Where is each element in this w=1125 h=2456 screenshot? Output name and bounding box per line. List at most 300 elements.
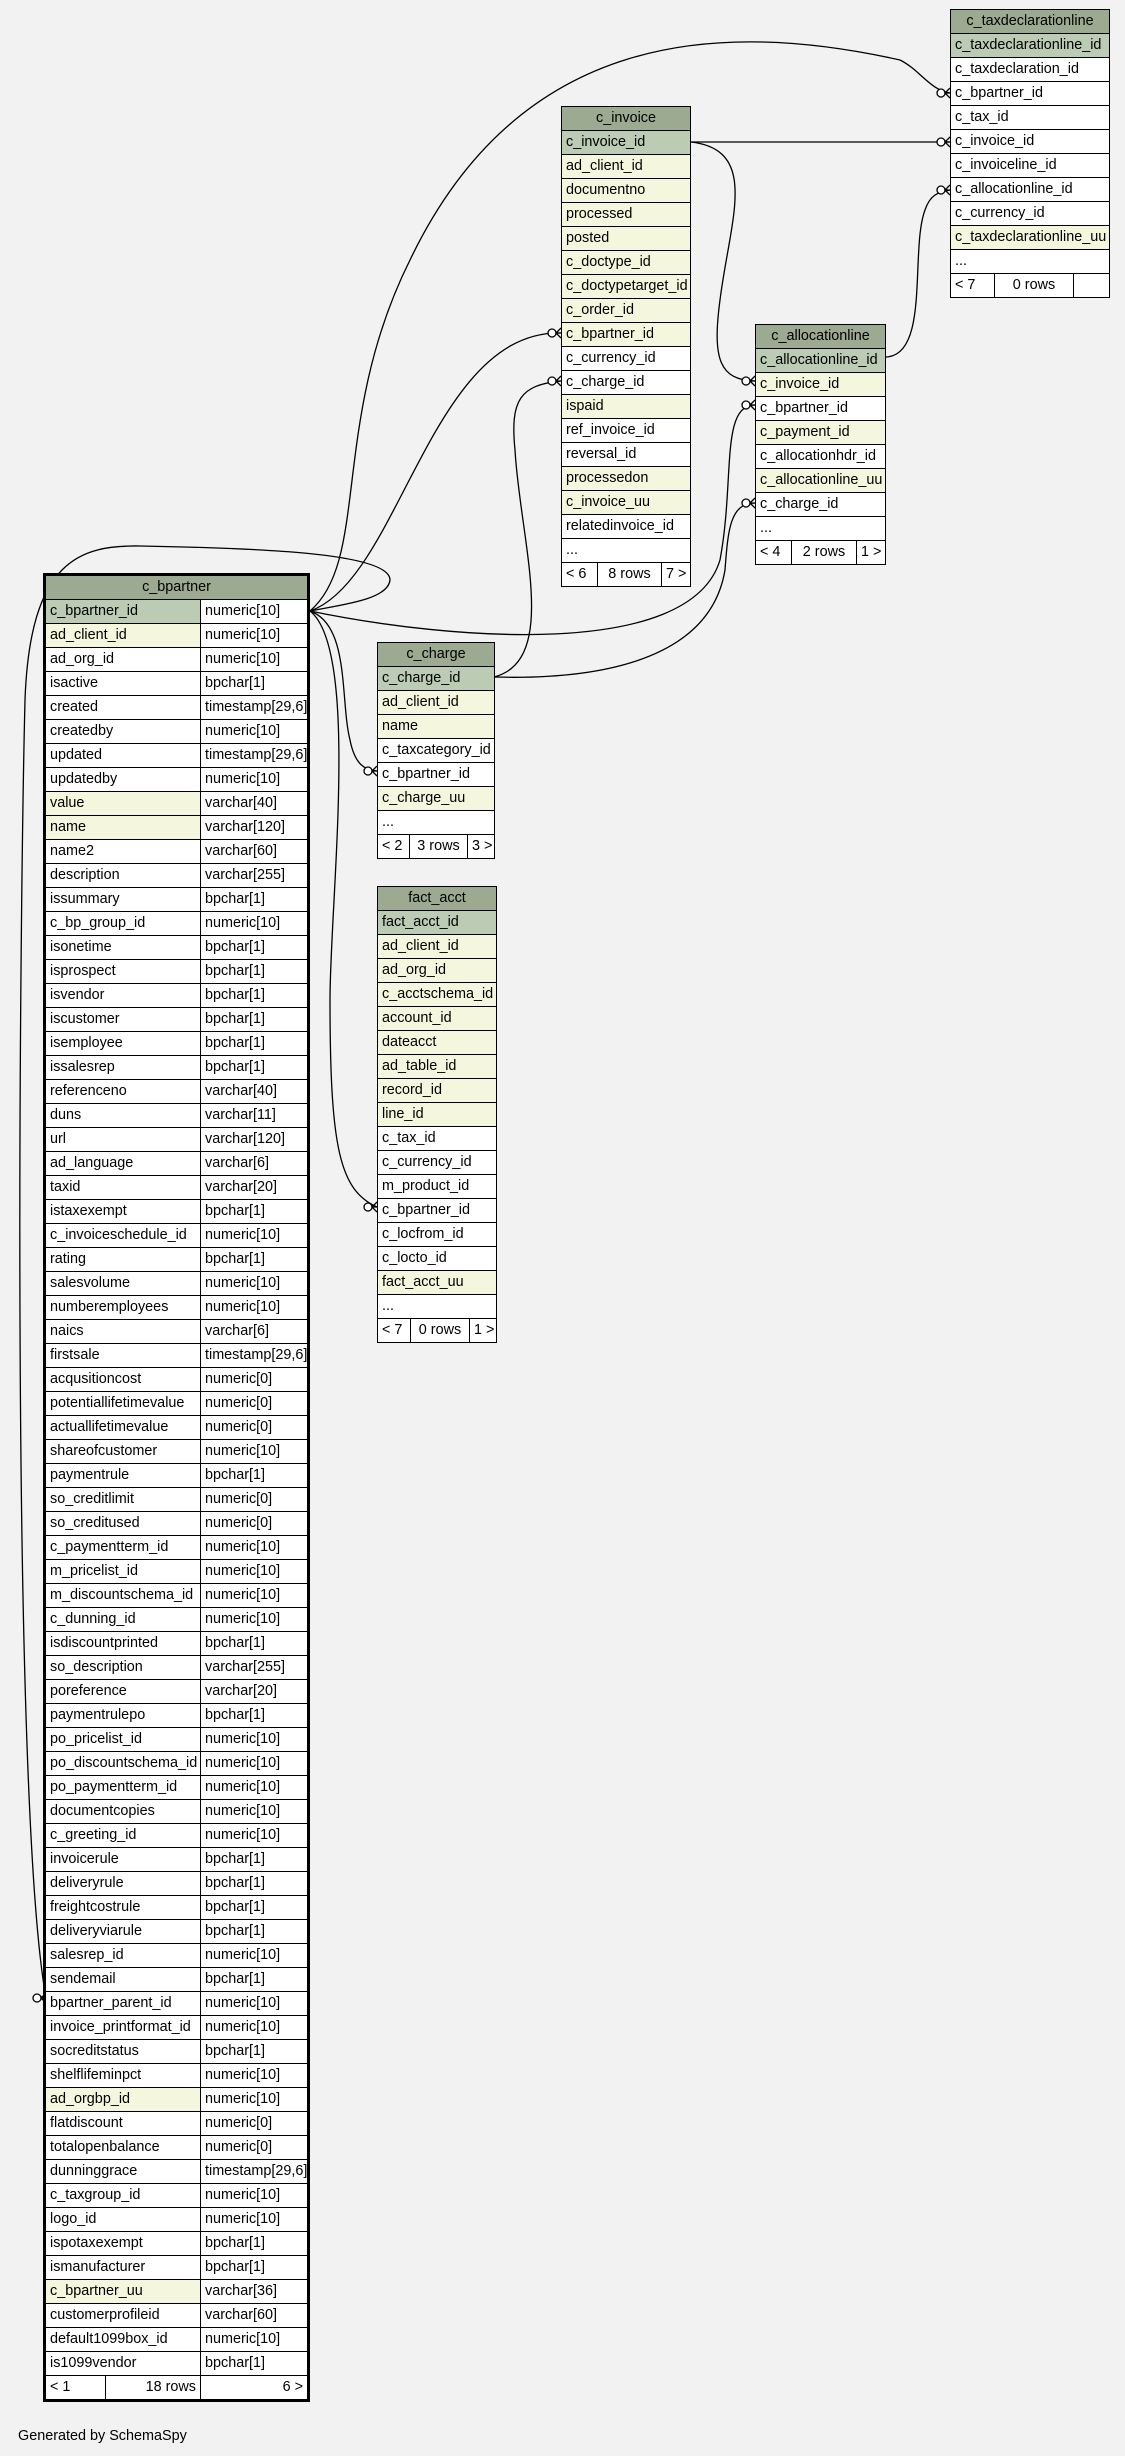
table-c_taxdeclarationline [950, 9, 1110, 298]
column-name: ad_org_id [46, 648, 201, 671]
table-header: c_bpartner [46, 576, 307, 600]
table-row [951, 250, 1109, 274]
table-row [46, 1968, 307, 1992]
column-name: description [46, 864, 201, 887]
column-name: c_invoice_id [955, 133, 1035, 149]
column-name: c_invoiceschedule_id [46, 1224, 201, 1247]
column-name: ... [760, 520, 772, 536]
children-link[interactable] [1074, 274, 1109, 297]
column-name: ... [382, 814, 394, 830]
column-type: varchar[6] [205, 1323, 269, 1339]
column-name: fact_acct_uu [378, 1271, 496, 1294]
column-name: documentno [562, 179, 690, 202]
column-type: bpchar[1] [205, 1971, 266, 1987]
table-row [562, 539, 690, 563]
table-row [756, 517, 885, 541]
column-type: numeric[10] [205, 2331, 281, 2347]
parents-link[interactable]: < 7 [951, 274, 995, 297]
column-name: name [378, 715, 494, 738]
children-link[interactable]: 3 > [472, 838, 493, 854]
column-type: bpchar[1] [205, 1035, 266, 1051]
column-name: c_bpartner_uu [46, 2280, 201, 2303]
column-type: timestamp[29,6] [205, 699, 307, 715]
table-row [378, 1007, 496, 1031]
column-type: varchar[40] [205, 1083, 277, 1099]
table-row [46, 1104, 307, 1128]
table-row [46, 720, 307, 744]
table-row [46, 2304, 307, 2328]
table-row [378, 1079, 496, 1103]
rel-allocationline-taxdeclarationline [886, 190, 950, 357]
table-row [46, 1200, 307, 1224]
table-row [46, 1728, 307, 1752]
column-type: varchar[120] [205, 1131, 285, 1147]
column-type: numeric[10] [205, 1611, 281, 1627]
column-name: dunninggrace [46, 2160, 201, 2183]
column-type: bpchar[1] [205, 2043, 266, 2059]
table-row [951, 226, 1109, 250]
table-row [951, 106, 1109, 130]
table-row [46, 1488, 307, 1512]
column-name: ispaid [562, 395, 690, 418]
table-row [46, 1536, 307, 1560]
column-name: numberemployees [46, 1296, 201, 1319]
table-row [378, 1199, 496, 1223]
column-name: m_pricelist_id [46, 1560, 201, 1583]
table-row [46, 816, 307, 840]
table-row [46, 1656, 307, 1680]
column-type: numeric[10] [205, 1299, 281, 1315]
table-row [46, 2352, 307, 2376]
column-name: c_bpartner_id [562, 323, 690, 346]
column-name: c_taxdeclarationline_uu [951, 226, 1109, 249]
column-name: paymentrule [46, 1464, 201, 1487]
table-header: c_invoice [562, 107, 690, 131]
table-row [46, 1608, 307, 1632]
table-row [562, 491, 690, 515]
column-type: numeric[0] [205, 1371, 273, 1387]
table-row [46, 600, 307, 624]
column-name: c_locfrom_id [382, 1226, 464, 1242]
row-count: 0 rows [995, 274, 1074, 297]
column-name: c_taxdeclaration_id [955, 61, 1079, 77]
column-name: c_tax_id [955, 109, 1009, 125]
table-row [378, 1127, 496, 1151]
table-row [46, 1920, 307, 1944]
column-type: numeric[10] [205, 2211, 281, 2227]
table-row [46, 1032, 307, 1056]
table-row [46, 696, 307, 720]
table-row [46, 1776, 307, 1800]
column-name: ad_client_id [378, 691, 494, 714]
column-name: name [46, 816, 201, 839]
table-row [46, 2064, 307, 2088]
table-row [951, 34, 1109, 58]
column-name: dateacct [378, 1031, 496, 1054]
column-name: updatedby [46, 768, 201, 791]
column-type: numeric[10] [205, 2019, 281, 2035]
table-row [46, 1152, 307, 1176]
column-name: c_invoice_uu [562, 491, 690, 514]
column-name: isonetime [46, 936, 201, 959]
table-c_charge [377, 642, 495, 859]
table-row [46, 1800, 307, 1824]
table-row [562, 347, 690, 371]
table-row [378, 691, 494, 715]
table-row [46, 2208, 307, 2232]
rel-bpartner-factacct [310, 611, 377, 1207]
column-name: c_invoice_id [562, 131, 690, 154]
column-name: processedon [562, 467, 690, 490]
children-link[interactable]: 6 > [282, 2379, 303, 2395]
table-row [756, 373, 885, 397]
column-name: totalopenbalance [46, 2136, 201, 2159]
column-name: c_order_id [562, 299, 690, 322]
table-row [46, 1896, 307, 1920]
table-row [46, 1752, 307, 1776]
column-type: numeric[10] [205, 1731, 281, 1747]
rel-end-taxdeclarationline-allocationline [937, 186, 945, 194]
column-name: bpartner_parent_id [46, 1992, 201, 2015]
row-count: 3 rows [410, 835, 468, 858]
table-row [46, 1008, 307, 1032]
column-name: c_paymentterm_id [46, 1536, 201, 1559]
rel-bpartner-invoice [310, 333, 561, 611]
column-name: relatedinvoice_id [566, 518, 675, 534]
column-name: createdby [46, 720, 201, 743]
column-name: invoicerule [46, 1848, 201, 1871]
table-row [46, 2328, 307, 2352]
column-type: bpchar[1] [205, 1251, 266, 1267]
column-name: c_allocationhdr_id [760, 448, 877, 464]
column-name: isemployee [46, 1032, 201, 1055]
rel-end-charge-bpartner [364, 767, 372, 775]
table-row [46, 792, 307, 816]
column-type: numeric[0] [205, 1491, 273, 1507]
column-name: shareofcustomer [46, 1440, 201, 1463]
column-type: bpchar[1] [205, 1059, 266, 1075]
column-name: ... [382, 1298, 394, 1314]
table-footer [562, 563, 690, 586]
column-name: c_currency_id [955, 205, 1045, 221]
column-type: varchar[120] [205, 819, 285, 835]
column-name: isprospect [46, 960, 201, 983]
table-row [562, 515, 690, 539]
table-row [951, 178, 1109, 202]
table-row [46, 2256, 307, 2280]
table-row [46, 1464, 307, 1488]
column-type: numeric[10] [205, 627, 281, 643]
column-name: ref_invoice_id [566, 422, 655, 438]
column-name: customerprofileid [46, 2304, 201, 2327]
column-type: numeric[10] [205, 1443, 281, 1459]
table-row [378, 959, 496, 983]
table-row [46, 1176, 307, 1200]
table-row [378, 715, 494, 739]
column-type: numeric[10] [205, 603, 281, 619]
column-name: logo_id [46, 2208, 201, 2231]
table-row [951, 58, 1109, 82]
column-name: c_charge_id [566, 374, 645, 390]
column-type: timestamp[29,6] [205, 747, 307, 763]
column-name: referenceno [46, 1080, 201, 1103]
column-name: c_allocationline_uu [756, 469, 885, 492]
column-name: c_charge_uu [378, 787, 494, 810]
column-type: bpchar[1] [205, 987, 266, 1003]
column-name: isdiscountprinted [46, 1632, 201, 1655]
column-name: c_allocationline_id [756, 349, 885, 372]
table-row [46, 936, 307, 960]
column-type: bpchar[1] [205, 1635, 266, 1651]
column-type: bpchar[1] [205, 2259, 266, 2275]
column-name: created [46, 696, 201, 719]
column-type: numeric[10] [205, 1539, 281, 1555]
parents-link[interactable]: < 6 [562, 563, 598, 586]
column-name: url [46, 1128, 201, 1151]
column-type: numeric[0] [205, 1515, 273, 1531]
table-row [46, 960, 307, 984]
table-row [46, 648, 307, 672]
table-row [46, 1704, 307, 1728]
column-name: ad_client_id [46, 624, 201, 647]
column-name: c_greeting_id [46, 1824, 201, 1847]
column-name: c_doctypetarget_id [562, 275, 690, 298]
column-type: numeric[10] [205, 1587, 281, 1603]
column-name: c_dunning_id [46, 1608, 201, 1631]
column-name: c_currency_id [382, 1154, 472, 1170]
table-row [46, 1560, 307, 1584]
table-row [46, 1632, 307, 1656]
column-type: numeric[10] [205, 1755, 281, 1771]
children-link[interactable]: 1 > [861, 544, 882, 560]
column-name: value [46, 792, 201, 815]
column-name: isactive [46, 672, 201, 695]
table-row [46, 1272, 307, 1296]
table-row [46, 2040, 307, 2064]
column-type: numeric[10] [205, 1227, 281, 1243]
table-footer [378, 1319, 496, 1342]
table-row [46, 1344, 307, 1368]
column-name: ad_client_id [378, 935, 496, 958]
column-type: varchar[255] [205, 867, 285, 883]
table-header: fact_acct [378, 887, 496, 911]
table-row [46, 888, 307, 912]
column-name: ... [566, 542, 578, 558]
table-header: c_allocationline [756, 325, 885, 349]
column-name: c_invoice_id [756, 373, 885, 396]
column-type: varchar[20] [205, 1179, 277, 1195]
column-name: c_bpartner_id [760, 400, 849, 416]
column-type: varchar[60] [205, 2307, 277, 2323]
table-row [378, 1295, 496, 1319]
column-type: bpchar[1] [205, 939, 266, 955]
column-type: numeric[10] [205, 1995, 281, 2011]
table-row [951, 154, 1109, 178]
table-row [46, 2280, 307, 2304]
rel-end-invoice-charge [548, 377, 556, 385]
column-name: socreditstatus [46, 2040, 201, 2063]
table-row [46, 864, 307, 888]
column-name: poreference [46, 1680, 201, 1703]
table-row [46, 1584, 307, 1608]
table-row [562, 227, 690, 251]
rel-end-invoice-bpartner [548, 329, 556, 337]
column-type: bpchar[1] [205, 1851, 266, 1867]
table-row [46, 744, 307, 768]
column-type: varchar[36] [205, 2283, 277, 2299]
column-type: numeric[10] [205, 2187, 281, 2203]
column-type: numeric[0] [205, 2115, 273, 2131]
rel-end-factacct-bpartner [364, 1203, 372, 1211]
column-name: ... [955, 253, 967, 269]
table-row [951, 202, 1109, 226]
column-name: c_charge_id [760, 496, 839, 512]
table-row [46, 2088, 307, 2112]
table-row [378, 935, 496, 959]
table-c_invoice [561, 106, 691, 587]
table-row [46, 912, 307, 936]
table-row [46, 1296, 307, 1320]
table-row [46, 1128, 307, 1152]
table-footer [378, 835, 494, 858]
column-name: c_bpartner_id [955, 85, 1044, 101]
column-name: potentiallifetimevalue [46, 1392, 201, 1415]
column-name: m_discountschema_id [46, 1584, 201, 1607]
column-name: ispotaxexempt [46, 2232, 201, 2255]
column-name: rating [46, 1248, 201, 1271]
column-name: deliveryrule [46, 1872, 201, 1895]
rel-bpartner-charge [310, 611, 377, 771]
table-row [46, 2184, 307, 2208]
table-row [46, 1320, 307, 1344]
column-name: ad_orgbp_id [46, 2088, 201, 2111]
column-name: ad_client_id [562, 155, 690, 178]
table-row [46, 1824, 307, 1848]
column-type: bpchar[1] [205, 2355, 266, 2371]
table-row [46, 768, 307, 792]
table-row [378, 1247, 496, 1271]
column-name: processed [562, 203, 690, 226]
parents-link[interactable]: < 2 [378, 835, 410, 858]
table-row [46, 1680, 307, 1704]
column-name: c_doctype_id [562, 251, 690, 274]
table-row [562, 443, 690, 467]
rel-end-allocationline-bpartner [742, 401, 750, 409]
table-row [562, 131, 690, 155]
column-type: bpchar[1] [205, 963, 266, 979]
table-row [378, 983, 496, 1007]
column-type: timestamp[29,6] [205, 2163, 307, 2179]
column-name: c_invoiceline_id [955, 157, 1057, 173]
table-row [562, 467, 690, 491]
parents-link[interactable]: < 7 [378, 1319, 411, 1342]
column-name: ismanufacturer [46, 2256, 201, 2279]
column-name: name2 [46, 840, 201, 863]
table-row [756, 493, 885, 517]
column-type: varchar[6] [205, 1155, 269, 1171]
column-name: m_product_id [382, 1178, 470, 1194]
column-name: freightcostrule [46, 1896, 201, 1919]
table-row [46, 1872, 307, 1896]
table-row [378, 763, 494, 787]
column-name: invoice_printformat_id [46, 2016, 201, 2039]
column-name: salesvolume [46, 1272, 201, 1295]
table-row [46, 1848, 307, 1872]
column-name: po_discountschema_id [46, 1752, 201, 1775]
table-footer [46, 2376, 307, 2399]
column-type: bpchar[1] [205, 1467, 266, 1483]
table-row [756, 349, 885, 373]
table-row [46, 2160, 307, 2184]
table-row [562, 275, 690, 299]
column-name: shelflifeminpct [46, 2064, 201, 2087]
column-type: bpchar[1] [205, 1875, 266, 1891]
table-row [46, 840, 307, 864]
column-type: numeric[10] [205, 1275, 281, 1291]
column-name: ad_language [46, 1152, 201, 1175]
row-count: 8 rows [598, 563, 662, 586]
column-type: numeric[10] [205, 2091, 281, 2107]
rel-end-bpartner-self [33, 1994, 41, 2002]
table-row [378, 1103, 496, 1127]
column-type: bpchar[1] [205, 1899, 266, 1915]
column-name: po_pricelist_id [46, 1728, 201, 1751]
generated-by-caption: Generated by SchemaSpy [18, 2428, 187, 2444]
column-name: naics [46, 1320, 201, 1343]
column-type: numeric[10] [205, 1779, 281, 1795]
column-name: c_bpartner_id [46, 600, 201, 623]
table-row [378, 739, 494, 763]
table-row [46, 2016, 307, 2040]
table-row [378, 1031, 496, 1055]
parents-link[interactable]: < 1 [46, 2376, 106, 2399]
table-row [46, 1416, 307, 1440]
column-name: documentcopies [46, 1800, 201, 1823]
column-type: numeric[10] [205, 1827, 281, 1843]
column-type: numeric[10] [205, 1563, 281, 1579]
column-name: c_bpartner_id [382, 1202, 471, 1218]
column-name: so_description [46, 1656, 201, 1679]
column-type: bpchar[1] [205, 1011, 266, 1027]
table-row [951, 130, 1109, 154]
column-name: c_taxgroup_id [46, 2184, 201, 2207]
table-row [46, 984, 307, 1008]
column-name: c_allocationline_id [955, 181, 1073, 197]
column-name: po_paymentterm_id [46, 1776, 201, 1799]
children-link[interactable]: 1 > [474, 1322, 495, 1338]
table-row [378, 1271, 496, 1295]
table-footer [756, 541, 885, 564]
table-row [378, 1151, 496, 1175]
parents-link[interactable]: < 4 [756, 541, 792, 564]
column-name: c_currency_id [566, 350, 656, 366]
column-type: numeric[0] [205, 2139, 273, 2155]
table-row [46, 1992, 307, 2016]
column-type: bpchar[1] [205, 1203, 266, 1219]
column-name: actuallifetimevalue [46, 1416, 201, 1439]
column-type: varchar[11] [205, 1107, 276, 1123]
table-c_bpartner [43, 573, 310, 2402]
column-type: numeric[10] [205, 915, 281, 931]
children-link[interactable]: 7 > [666, 566, 687, 582]
column-name: flatdiscount [46, 2112, 201, 2135]
column-type: numeric[10] [205, 723, 281, 739]
table-row [46, 1224, 307, 1248]
column-name: default1099box_id [46, 2328, 201, 2351]
table-row [378, 667, 494, 691]
table-row [378, 1175, 496, 1199]
column-type: numeric[10] [205, 771, 281, 787]
